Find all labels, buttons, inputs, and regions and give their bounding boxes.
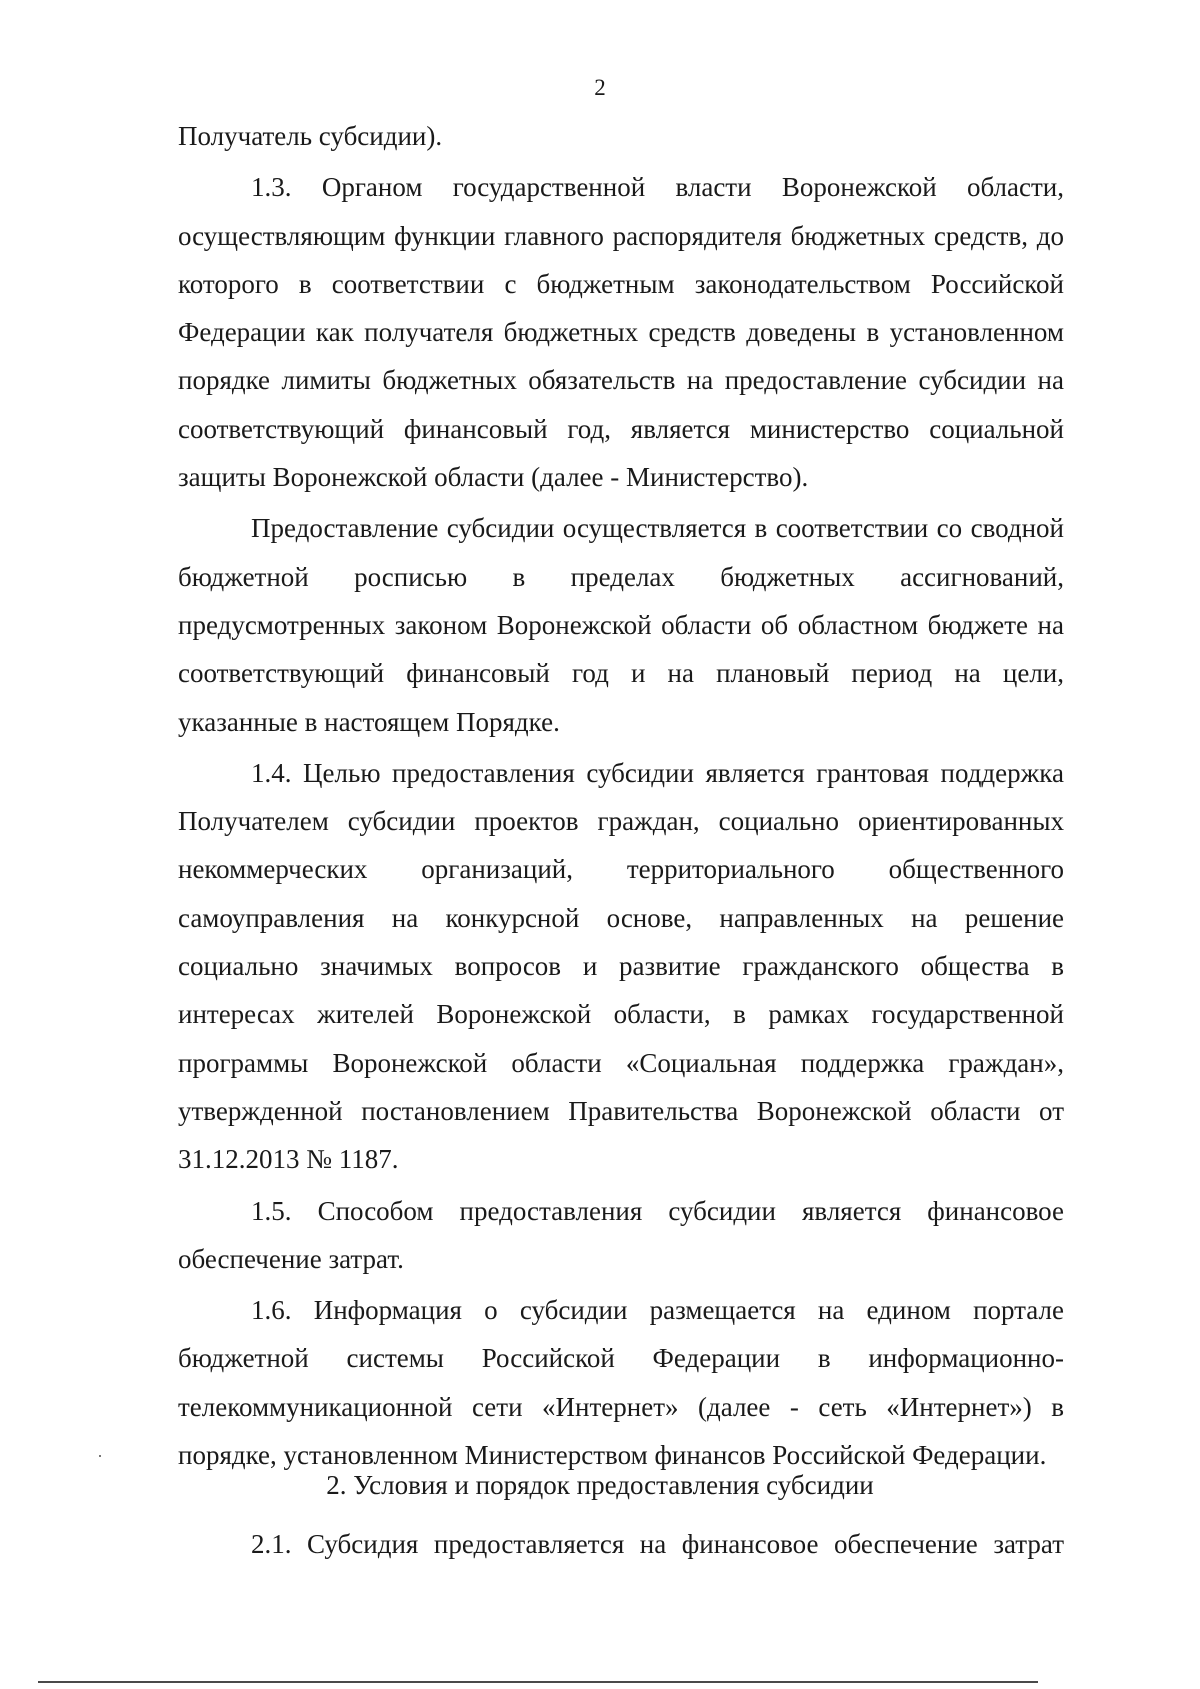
scan-edge-line: [38, 1681, 1038, 1683]
paragraph-continuation: Получатель субсидии).: [178, 121, 443, 151]
scan-artifact-dot: [99, 1455, 101, 1457]
paragraph-1-5: 1.5. Способом предоставления субсидии является финансовое обеспечение затрат.: [178, 1195, 1064, 1274]
paragraph-1-4: 1.4. Целью предоставления субсидии является грантовая поддержка Получателем субсидии проектов граждан, социально ориентированных некоммерческих организаций, территориального общественного самоуправления на конкурсной основе, направленных на решение социально значимых вопросов и развитие гражданского общества в интересах жителей Воронежской области, в рамках государственной программы Воронежской области «Социальная поддержка граждан», утвержденной постановлением Правительства Воронежской области от 31.12.2013 № 1187.: [178, 757, 1064, 1175]
paragraph-1-3: 1.3. Органом государственной власти Воронежской области, осуществляющим функции главного распорядителя бюджетных средств, до которого в соответствии с бюджетным законодательством Российской Федерации как получателя бюджетных средств доведены в установленном порядке лимиты бюджетных обязательств на предоставление субсидии на соответствующий финансовый год, является министерство социальной защиты Воронежской области (далее - Министерство).: [178, 172, 1064, 493]
paragraph-2-1: 2.1. Субсидия предоставляется на финансовое обеспечение затрат: [251, 1529, 1064, 1559]
document-body: [178, 112, 1064, 1479]
section-2-body: [178, 1520, 1064, 1568]
section-heading: 2. Условия и порядок предоставления субсидии: [326, 1470, 874, 1500]
page-number: 2: [594, 75, 606, 100]
paragraph-budget-allocation: Предоставление субсидии осуществляется в соответствии со сводной бюджетной росписью в пределах бюджетных ассигнований, предусмотренных законом Воронежской области об областном бюджете на соответствующий финансовый год и на плановый период на цели, указанные в настоящем Порядке.: [178, 513, 1064, 737]
paragraph-1-6: 1.6. Информация о субсидии размещается на едином портале бюджетной системы Российской Федерации в информационно-телекоммуникационной сети «Интернет» (далее - сеть «Интернет») в порядке, установленном Министерством финансов Российской Федерации.: [178, 1295, 1064, 1471]
